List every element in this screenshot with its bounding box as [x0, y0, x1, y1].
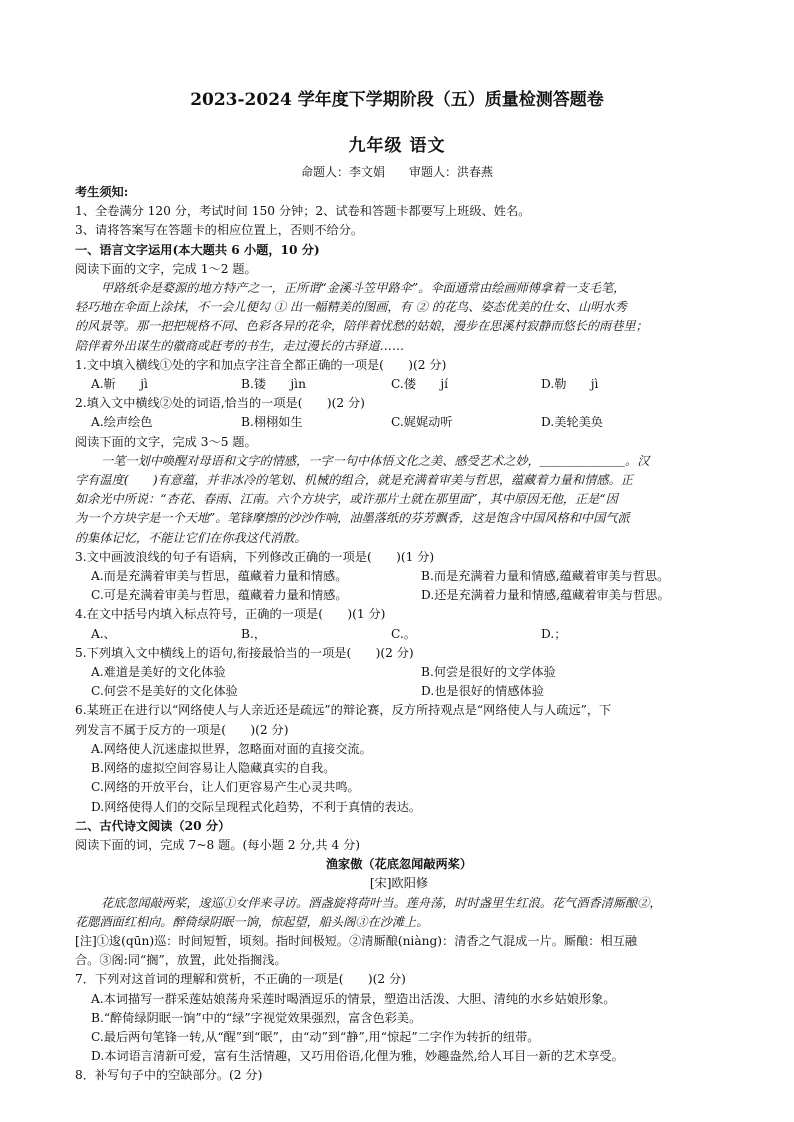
passage-line: 如余光中所说：“杏花、春雨、江南。六个方块字，或许那片土就在那里面”，其中原因无他，正是“因 — [75, 492, 618, 507]
question-5-options — [75, 663, 723, 682]
option: B.镂 jìn — [241, 377, 306, 392]
question-1-options — [75, 375, 723, 394]
passage-line: 字有温度( )有意蕴，并非冰冷的笔划、机械的组合，就是充满着审美与哲思，蕴藏着力量和情感。正 — [75, 473, 633, 488]
option: A.绘声绘色 — [91, 415, 153, 430]
section-heading: 二、古代诗文阅读（20 分） — [75, 818, 231, 833]
notice-line: 3、请将答案写在答题卡的相应位置上，否则不给分。 — [75, 223, 364, 238]
option: B.网络的虚拟空间容易让人隐藏真实的自我。 — [91, 761, 336, 776]
question-3: 3.文中画波浪线的句子有语病，下列修改正确的一项是( )(1 分) — [75, 549, 435, 564]
question-3-options — [75, 586, 723, 605]
question-3-options — [75, 567, 723, 586]
authors-line: 命题人：李文娟 审题人：洪春燕 — [300, 165, 493, 179]
option: B.栩栩如生 — [241, 415, 303, 430]
question-6: 列发言不属于反方的一项是( )(2 分) — [75, 722, 289, 737]
option: B.而是充满着力量和情感,蕴藏着审美与哲思。 — [421, 569, 670, 584]
passage-line: 陪伴着外出谋生的徽商或赶考的书生，走过漫长的古驿道…… — [75, 338, 405, 353]
option: C.娓娓动听 — [391, 415, 453, 430]
poem-note: 合。③阁:同“搁”，放置，此处指搁浅。 — [75, 953, 287, 968]
passage-line: 为一个方块字是一个天地”。笔锋摩擦的沙沙作响，油墨落纸的芬芳飘香，这是饱含中国风格和中国气派 — [75, 511, 630, 526]
question-5: 5.下列填入文中横线上的语句,衔接最恰当的一项是( )(2 分) — [75, 645, 414, 660]
poem-title: 渔家傲（花底忽闻敲两桨） — [325, 857, 473, 872]
poem-line: 花底忽闻敲两桨，逡巡①女伴来寻访。酒盏旋将荷叶当。莲舟荡，时时盏里生红浪。花气酒香清厮酿②， — [101, 895, 662, 910]
option: C.可是充满着审美与哲思，蕴藏着力量和情感。 — [91, 588, 348, 603]
question-4-options — [75, 625, 723, 644]
option: A.靳 jì — [91, 377, 148, 392]
passage-line: 甲路纸伞是婺源的地方特产之一，正所谓“金溪斗笠甲路伞”。伞面通常由绘画师傅拿着一支毛笔， — [101, 281, 626, 296]
reading-intro: 阅读下面的词，完成 7~8 题。(每小题 2 分,共 4 分) — [75, 837, 361, 852]
passage-line: 轻巧地在伞面上涂抹，不一会儿便勾 ① 出一幅精美的图画，有 ② 的花鸟、姿态优美的仕女、山明水秀 — [75, 300, 627, 315]
option: D.美轮美奂 — [541, 415, 603, 430]
question-4: 4.在文中括号内填入标点符号，正确的一项是( )(1 分) — [75, 607, 386, 622]
option: A.难道是美好的文化体验 — [91, 665, 226, 680]
exam-content — [75, 183, 723, 1086]
question-6: 6.某班正在进行以“网络使人与人亲近还是疏远”的辩论赛，反方所持观点是“网络使人与人疏远”，下 — [75, 703, 612, 718]
option: B.何尝是很好的文学体验 — [421, 665, 556, 680]
option: C.。 — [391, 626, 416, 641]
question-8: 8．补写句子中的空缺部分。(2 分) — [75, 1068, 263, 1083]
reading-intro: 阅读下面的文字，完成 1～2 题。 — [75, 261, 257, 276]
option: D.也是很好的情感体验 — [421, 684, 544, 699]
option: D.本词语言清新可爱，富有生活情趣，又巧用俗语,化俚为雅，妙趣盎然,给人耳目一新的艺术享受。 — [91, 1049, 624, 1064]
option: D.； — [541, 626, 567, 641]
question-2-options — [75, 413, 723, 432]
option: B.， — [241, 626, 267, 641]
option: A.本词描写一群采莲姑娘荡舟采莲时喝酒逗乐的情景，塑造出活泼、大胆、清纯的水乡姑娘形象。 — [91, 991, 616, 1006]
question-1: 1.文中填入横线①处的字和加点字注音全都正确的一项是( )(2 分) — [75, 357, 447, 372]
option: B.“醉倚绿阴眠一饷”中的“绿”字视觉效果强烈，富含色彩美。 — [91, 1010, 422, 1025]
passage-line: 的集体记忆，不能让它们在你我这代消散。 — [75, 530, 307, 545]
option: D.还是充满着力量和情感,蕴藏着审美与哲思。 — [421, 588, 670, 603]
passage-line: 一笔一划中唤醒对母语和文字的情感，一字一句中体悟文化之美、感受艺术之妙，＿＿＿＿＿＿＿。汉 — [101, 453, 650, 468]
reading-intro: 阅读下面的文字，完成 3～5 题。 — [75, 434, 257, 449]
option: C.偻 jí — [391, 377, 449, 392]
option: C.何尝不是美好的文化体验 — [91, 684, 238, 699]
option: C.最后两句笔锋一转,从“醒”到“眠”，由“动”到“静”,用“惊起”二字作为转折的纽带。 — [91, 1029, 540, 1044]
option: A.、 — [91, 626, 116, 641]
option: D.网络使得人们的交际呈现程式化趋势，不利于真情的表达。 — [91, 799, 422, 814]
notice-line: 1、全卷满分 120 分，考试时间 150 分钟；2、试卷和答题卡都要写上班级、姓名。 — [75, 204, 531, 219]
question-2: 2.填入文中横线②处的词语,恰当的一项是( )(2 分) — [75, 396, 365, 411]
passage-line: 的风景等。那一把把规格不同、色彩各异的花伞，陪伴着忧愁的姑娘，漫步在思溪村寂静而悠长的雨巷里； — [75, 319, 648, 334]
page-title: 2023-2024 学年度下学期阶段（五）质量检测答题卷 — [190, 90, 604, 110]
poem-author: [宋]欧阳修 — [369, 876, 429, 891]
page-subtitle: 九年级 语文 — [348, 136, 446, 156]
section-heading: 一、语言文字运用(本大题共 6 小题，10 分) — [75, 242, 320, 257]
option: A.而是充满着审美与哲思，蕴藏着力量和情感。 — [91, 569, 348, 584]
option: D.勒 jì — [541, 377, 599, 392]
option: C.网络的开放平台，让人们更容易产生心灵共鸣。 — [91, 780, 360, 795]
notice-heading: 考生须知: — [75, 185, 129, 199]
option: A.网络使人沉迷虚拟世界，忽略面对面的直接交流。 — [91, 741, 372, 756]
question-7: 7．下列对这首词的理解和赏析，不正确的一项是( )(2 分) — [75, 972, 406, 987]
question-5-options — [75, 682, 723, 701]
poem-line: 花腮酒面红相向。醉倚绿阴眠一饷，惊起望，船头阁③在沙滩上。 — [75, 914, 429, 929]
poem-note: [注]①逡(qūn)巡：时间短暂，顷刻。指时间极短。②清厮酿(niàng)：清香之气混成一片。厮酿：相互融 — [75, 933, 638, 948]
